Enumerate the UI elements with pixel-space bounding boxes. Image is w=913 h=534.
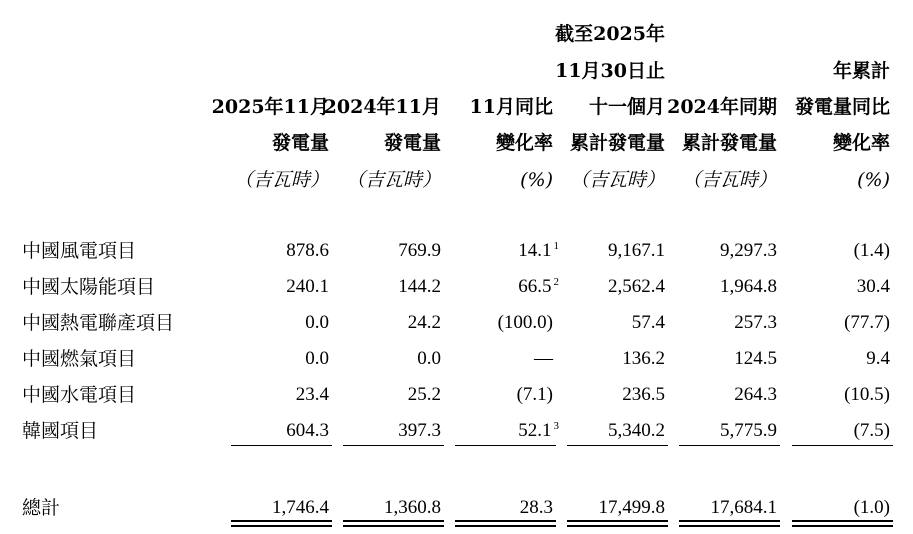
table-cell: (100.0) [497,312,553,333]
footnote-marker: 1 [553,240,559,252]
row-label: 中國太陽能項目 [22,276,156,298]
column-header-line: 2024年11月 [323,96,441,118]
total-double-underline [343,520,444,527]
subtotal-underline [455,445,556,446]
table-cell: 5,775.9 [720,420,777,441]
row-label: 中國熱電聯產項目 [22,312,175,334]
table-cell: (1.4) [853,240,890,261]
total-double-underline [679,520,780,527]
table-cell: 25.2 [407,384,441,405]
table-cell: 604.3 [286,420,329,441]
footnote-marker: 3 [553,420,559,432]
table-cell: (7.5) [853,420,890,441]
table-cell: 24.2 [407,312,441,333]
table-cell: 52.1 $^3$ [518,420,559,441]
table-cell: 769.9 [398,240,441,261]
table-cell: 0.0 [305,312,329,333]
row-label: 中國水電項目 [22,384,137,406]
column-header-line: 變化率 [832,132,890,154]
table-cell: 0.0 [417,348,441,369]
total-cell: (1.0) [853,497,890,518]
table-cell: (10.5) [844,384,890,405]
column-unit: （吉瓦時） [233,169,329,191]
column-unit: (%) [520,169,553,191]
table-cell: 9,167.1 [608,240,665,261]
total-cell: 28.3 [519,497,553,518]
table-cell: (77.7) [844,312,890,333]
table-cell: 0.0 [305,348,329,369]
table-cell: 257.3 [734,312,777,333]
table-cell: 1,964.8 [720,276,777,297]
table-cell: 9,297.3 [720,240,777,261]
subtotal-underline [679,445,780,446]
column-unit: (%) [857,169,890,191]
column-header-line: 累計發電量 [569,132,665,154]
subtotal-underline [792,445,893,446]
table-cell: 30.4 [856,276,890,297]
table-cell: (7.1) [516,384,553,405]
table-cell: 397.3 [398,420,441,441]
table-cell: 136.2 [622,348,665,369]
column-header-line: 11月同比 [469,96,553,118]
total-double-underline [792,520,893,527]
row-label: 韓國項目 [22,420,99,442]
total-cell: 17,499.8 [598,497,665,518]
column-header-line: 累計發電量 [681,132,777,154]
column-header-line: 年累計 [832,60,890,82]
table-cell: 144.2 [398,276,441,297]
total-label: 總計 [22,497,61,519]
total-double-underline [455,520,556,527]
total-double-underline [231,520,332,527]
column-header-line: 11月30日止 [555,60,665,82]
column-header-line: 發電量 [271,132,329,154]
column-unit: （吉瓦時） [569,169,665,191]
table-cell: 14.1 $^1$ [518,240,559,261]
table-cell: — [534,348,553,369]
column-header-line: 2025年11月 [211,96,329,118]
table-cell: 23.4 [295,384,329,405]
column-unit: （吉瓦時） [681,169,777,191]
total-double-underline [567,520,668,527]
total-cell: 1,746.4 [272,497,329,518]
footnote-marker: 2 [553,276,559,288]
table-cell: 236.5 [622,384,665,405]
row-label: 中國風電項目 [22,240,137,262]
column-header-line: 變化率 [495,132,553,154]
total-cell: 1,360.8 [384,497,441,518]
total-cell: 17,684.1 [710,497,777,518]
table-cell: 9.4 [866,348,890,369]
row-label: 中國燃氣項目 [22,348,137,370]
table-cell: 2,562.4 [608,276,665,297]
subtotal-underline [567,445,668,446]
column-header-line: 截至2025年 [555,23,665,45]
subtotal-underline [343,445,444,446]
table-cell: 5,340.2 [608,420,665,441]
subtotal-underline [231,445,332,446]
column-header-line: 發電量同比 [794,96,890,118]
table-cell: 57.4 [631,312,665,333]
table-cell: 878.6 [286,240,329,261]
column-header-line: 十一個月 [588,96,665,118]
column-unit: （吉瓦時） [345,169,441,191]
table-cell: 66.5 $^2$ [518,276,559,297]
column-header-line: 發電量 [383,132,441,154]
table-cell: 124.5 [734,348,777,369]
column-header-line: 2024年同期 [667,96,777,118]
table-cell: 264.3 [734,384,777,405]
table-cell: 240.1 [286,276,329,297]
